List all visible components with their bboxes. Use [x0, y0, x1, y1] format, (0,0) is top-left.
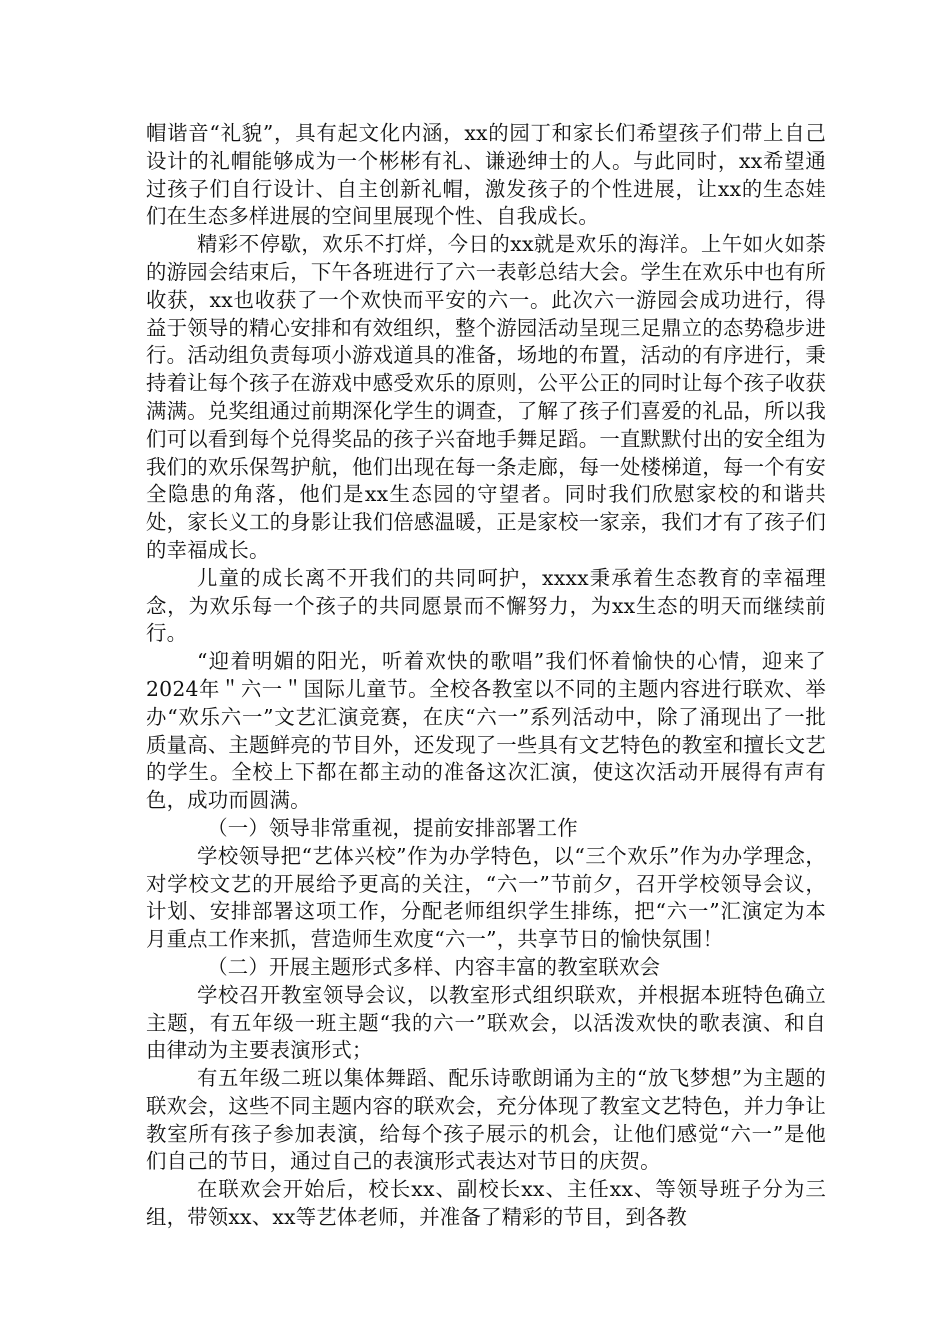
paragraph-7: 有五年级二班以集体舞蹈、配乐诗歌朗诵为主的“放飞梦想”为主题的联欢会，这些不同主题内容的联欢会，充分体现了教室文艺特色，并力争让教室所有孩子参加表演，给每个孩子展示的机会，让他们感觉“六一”是他们自己的节日，通过自己的表演形式表达对节日的庆贺。	[146, 1066, 826, 1174]
paragraph-4: “迎着明媚的阳光，听着欢快的歌唱”我们怀着愉快的心情，迎来了2024年＂六一＂国际儿童节。全校各教室以不同的主题内容进行联欢、举办“欢乐六一”文艺汇演竞赛，在庆“六一”系列活动中，除了涌现出了一批质量高、主题鲜亮的节目外，还发现了一些具有文艺特色的教室和擅长文艺的学生。全校上下都在都主动的准备这次汇演，使这次活动开展得有声有色，成功而圆满。	[146, 649, 826, 813]
paragraph-5: 学校领导把“艺体兴校”作为办学特色，以“三个欢乐”作为办学理念，对学校文艺的开展给予更高的关注，“六一”节前夕，召开学校领导会议，计划、安排部署这项工作，分配老师组织学生排练，把“六一”汇演定为本月重点工作来抓，营造师生欢度“六一”，共享节日的愉快氛围！	[146, 843, 826, 952]
paragraph-6: 学校召开教室领导会议，以教室形式组织联欢，并根据本班特色确立主题，有五年级一班主题“我的六一”联欢会，以活泼欢快的歌表演、和自由律动为主要表演形式；	[146, 982, 826, 1063]
document-page	[146, 120, 826, 1232]
paragraph-1: 帽谐音“礼貌”，具有起文化内涵，xx的园丁和家长们希望孩子们带上自己设计的礼帽能够成为一个彬彬有礼、谦逊绅士的人。与此同时，xx希望通过孩子们自行设计、自主创新礼帽，激发孩子的个性进展，让xx的生态娃们在生态多样进展的空间里展现个性、自我成长。	[146, 121, 826, 229]
paragraph-3: 儿童的成长离不开我们的共同呵护，xxxx秉承着生态教育的幸福理念，为欢乐每一个孩子的共同愿景而不懈努力，为xx生态的明天而继续前行。	[146, 565, 826, 646]
section-heading-2: （二）开展主题形式多样、内容丰富的教室联欢会	[207, 954, 661, 979]
paragraph-8: 在联欢会开始后，校长xx、副校长xx、主任xx、等领导班子分为三组，带领xx、xx等艺体老师，并准备了精彩的节目，到各教	[146, 1177, 826, 1230]
section-heading-1: （一）领导非常重视，提前安排部署工作	[207, 815, 578, 840]
paragraph-2: 精彩不停歇，欢乐不打烊，今日的xx就是欢乐的海洋。上午如火如荼的游园会结束后，下午各班进行了六一表彰总结大会。学生在欢乐中也有所收获，xx也收获了一个欢快而平安的六一。此次六一游园会成功进行，得益于领导的精心安排和有效组织，整个游园活动呈现三足鼎立的态势稳步进行。活动组负责每项小游戏道具的准备，场地的布置，活动的有序进行，秉持着让每个孩子在游戏中感受欢乐的原则，公平公正的同时让每个孩子收获满满。兑奖组通过前期深化学生的调查，了解了孩子们喜爱的礼品，所以我们可以看到每个兑得奖品的孩子兴奋地手舞足蹈。一直默默付出的安全组为我们的欢乐保驾护航，他们出现在每一条走廊，每一处楼梯道，每一个有安全隐患的角落，他们是xx生态园的守望者。同时我们欣慰家校的和谐共处，家长义工的身影让我们倍感温暖，正是家校一家亲，我们才有了孩子们的幸福成长。	[146, 232, 826, 562]
